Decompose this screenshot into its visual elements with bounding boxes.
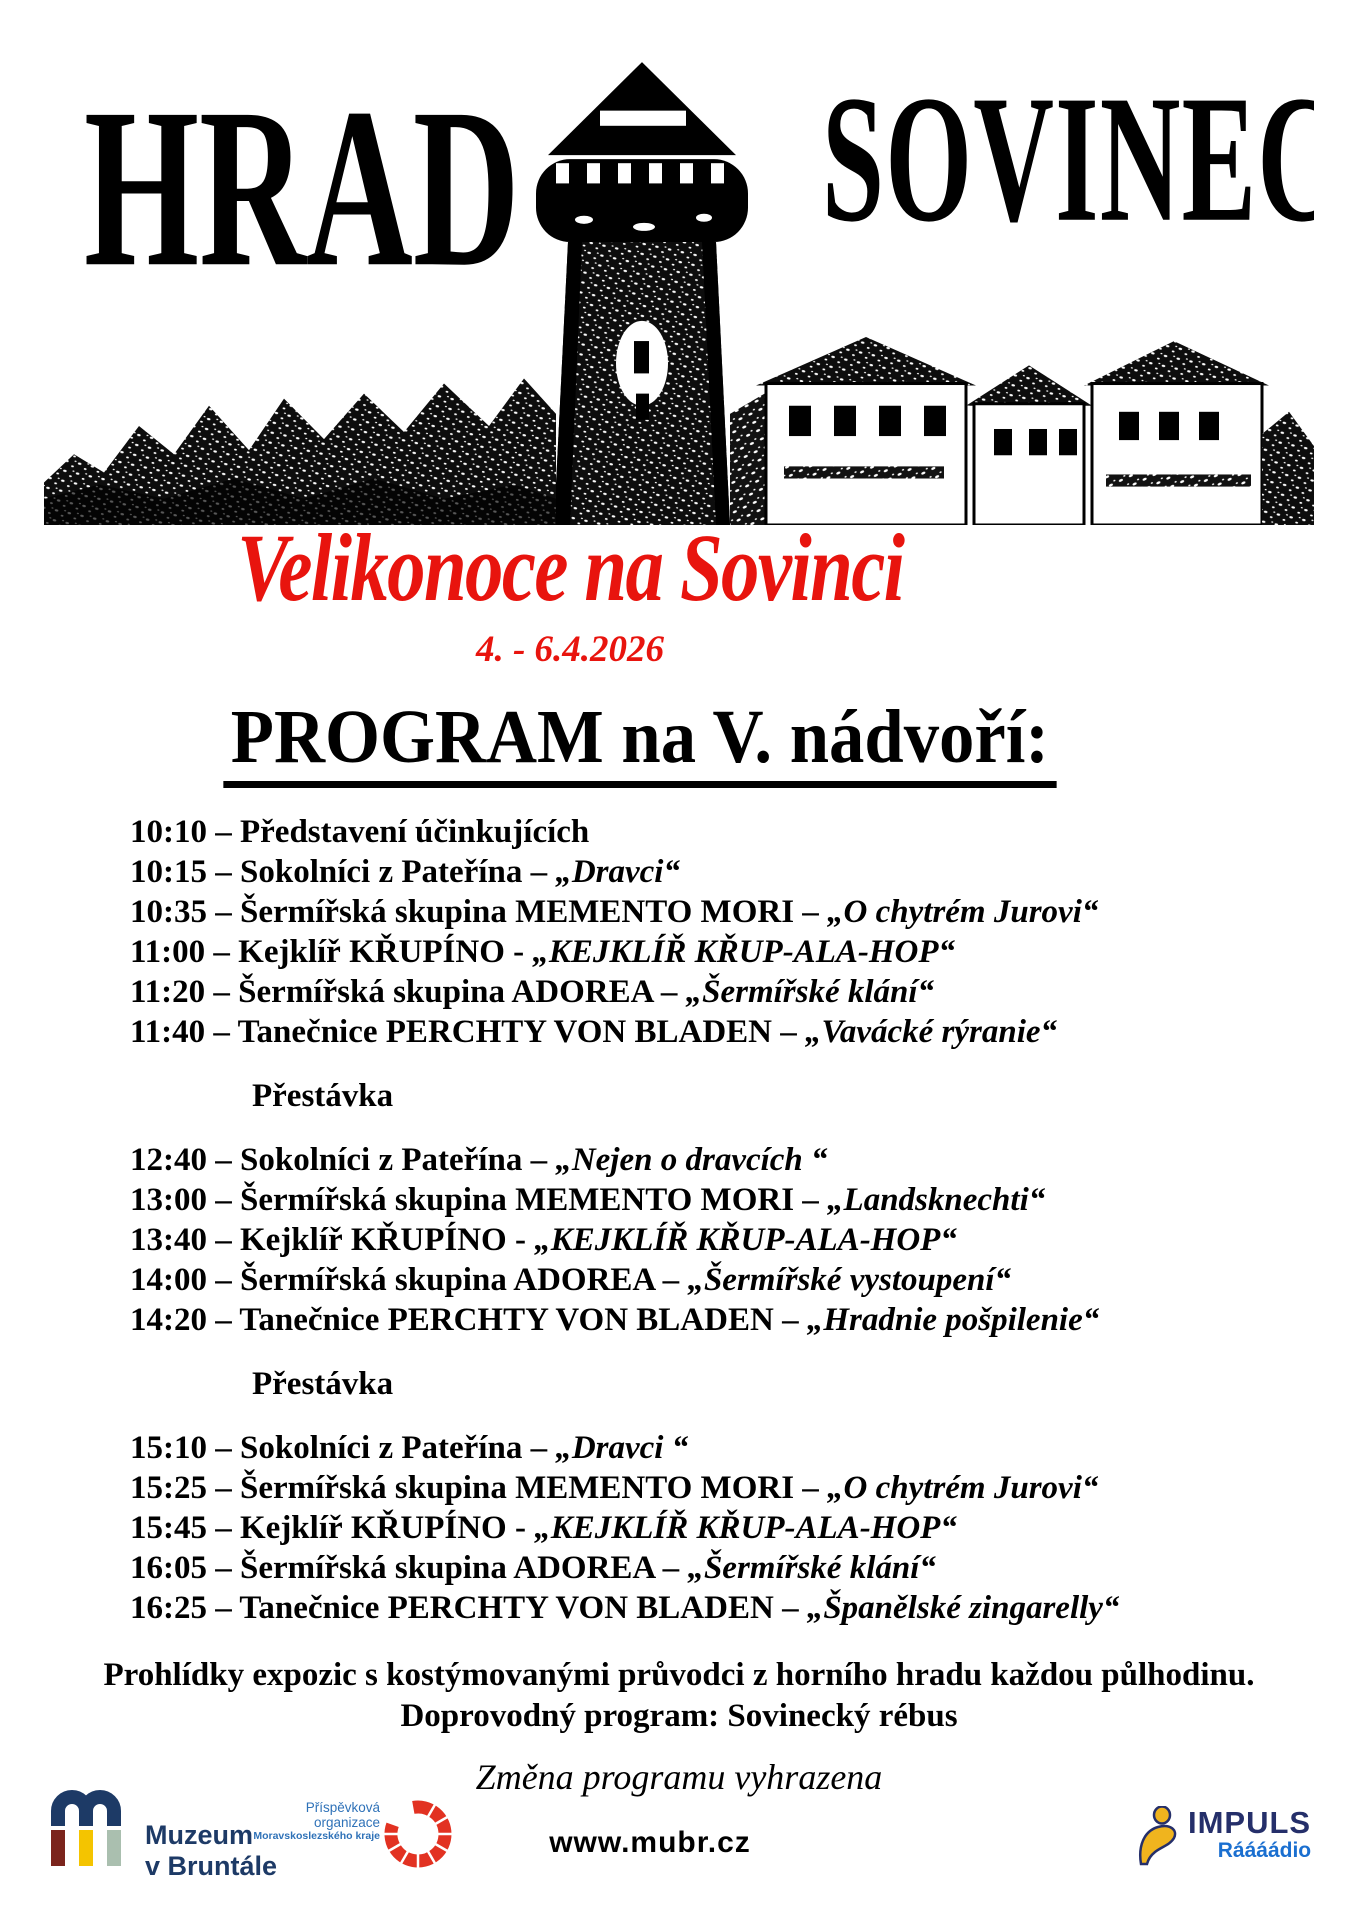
sovinec-wordmark: SOVINEC <box>822 58 1314 260</box>
program-line <box>130 892 1338 932</box>
program-quoted-title: „KEJKLÍŘ KŘUP-ALA-HOP“ <box>534 1510 957 1546</box>
program-quoted-title: „Španělské zingarelly“ <box>806 1590 1120 1626</box>
disclaimer: Změna programu vyhrazena <box>475 1757 883 1797</box>
program-block <box>130 812 1338 1052</box>
program-text: – Kejklíř KŘUPÍNO - <box>207 1222 535 1258</box>
program-line <box>130 1508 1338 1548</box>
program-line <box>130 1220 1338 1260</box>
program-text: – Šermířská skupina ADOREA – <box>207 1262 688 1298</box>
program-text: – Kejklíř KŘUPÍNO - <box>205 934 533 970</box>
org-logo <box>246 1800 454 1872</box>
program-text: – Sokolníci z Pateřína – <box>207 1142 556 1178</box>
impuls-person-icon <box>1136 1806 1182 1868</box>
program-time: 10:15 <box>130 854 207 890</box>
program-text: – Tanečnice PERCHTY VON BLADEN – <box>205 1014 805 1050</box>
program-quoted-title: „O chytrém Jurovi“ <box>827 1470 1099 1506</box>
program-line <box>130 1548 1338 1588</box>
program-time: 15:25 <box>130 1470 207 1506</box>
program-line <box>130 1588 1338 1628</box>
program-time: 15:10 <box>130 1430 207 1466</box>
footer-notes <box>0 1655 1358 1737</box>
program-quoted-title: „Dravci“ <box>555 854 680 890</box>
program-text: – Šermířská skupina ADOREA – <box>205 974 686 1010</box>
hrad-wordmark: HRAD <box>84 61 520 315</box>
program-quoted-title: „Hradnie pošpilenie“ <box>806 1302 1100 1338</box>
org-line2: Moravskoslezského kraje <box>253 1830 380 1842</box>
muzeum-name-line2: v Bruntále <box>145 1851 278 1881</box>
program-quoted-title: „Šermířské klání“ <box>687 1550 936 1586</box>
program-quoted-title: „Nejen o dravcích “ <box>555 1142 828 1178</box>
program-time: 12:40 <box>130 1142 207 1178</box>
program-heading-row <box>0 695 1280 788</box>
program-text: – Šermířská skupina MEMENTO MORI – <box>207 1182 828 1218</box>
program-quoted-title: „O chytrém Jurovi“ <box>827 894 1099 930</box>
note-line-1: Prohlídky expozic s kostýmovanými průvodci z horního hradu každou půlhodinu. <box>103 1657 1255 1693</box>
event-date: 4. - 6.4.2026 <box>475 629 665 670</box>
program-quoted-title: „Vavácké rýranie“ <box>805 1014 1058 1050</box>
program-text: – Šermířská skupina MEMENTO MORI – <box>207 1470 828 1506</box>
program-quoted-title: „Landsknechti“ <box>827 1182 1046 1218</box>
program-line <box>130 852 1338 892</box>
impuls-radio-logo <box>1136 1806 1311 1868</box>
muzeum-m-icon <box>50 1786 130 1870</box>
break-label: Přestávka <box>252 1078 394 1114</box>
muzeum-name-line1: Muzeum <box>145 1820 253 1850</box>
program-list <box>130 812 1338 1628</box>
event-title-row <box>0 514 1140 621</box>
program-block <box>130 1140 1338 1340</box>
program-text: – Kejklíř KŘUPÍNO - <box>207 1510 535 1546</box>
program-time: 14:20 <box>130 1302 207 1338</box>
event-date-row <box>0 628 1140 671</box>
program-time: 16:05 <box>130 1550 207 1586</box>
program-quoted-title: „Dravci “ <box>555 1430 689 1466</box>
program-heading: PROGRAM na V. nádvoří: <box>223 698 1056 788</box>
program-text: – Šermířská skupina MEMENTO MORI – <box>207 894 828 930</box>
program-time: 11:00 <box>130 934 206 970</box>
program-time: 13:40 <box>130 1222 207 1258</box>
program-line <box>130 1140 1338 1180</box>
program-line <box>130 1428 1338 1468</box>
program-text: – Sokolníci z Pateřína – <box>207 854 556 890</box>
program-time: 13:00 <box>130 1182 207 1218</box>
program-line <box>130 1300 1338 1340</box>
impuls-sub: Ráááádio <box>1217 1839 1312 1862</box>
muzeum-bruntal-logo <box>50 1786 277 1882</box>
program-quoted-title: „KEJKLÍŘ KŘUP-ALA-HOP“ <box>532 934 956 970</box>
castle-buildings <box>730 337 1314 525</box>
program-line <box>130 932 1338 972</box>
program-time: 16:25 <box>130 1590 207 1626</box>
program-time: 14:00 <box>130 1262 207 1298</box>
program-quoted-title: „KEJKLÍŘ KŘUP-ALA-HOP“ <box>534 1222 957 1258</box>
castle-illustration-icon <box>44 50 1314 525</box>
program-text: – Tanečnice PERCHTY VON BLADEN – <box>207 1590 807 1626</box>
break-label: Přestávka <box>252 1366 394 1402</box>
program-line <box>130 972 1338 1012</box>
program-time: 10:10 <box>130 814 207 850</box>
program-line <box>130 1012 1338 1052</box>
program-text: – Představení účinkujících <box>207 814 590 850</box>
org-line1: Příspěvková organizace <box>305 1800 380 1830</box>
event-title: Velikonoce na Sovinci <box>236 514 904 621</box>
program-time: 11:20 <box>130 974 206 1010</box>
castle-header <box>44 50 1314 525</box>
program-time: 10:35 <box>130 894 207 930</box>
castle-tower <box>536 62 748 525</box>
program-text: – Šermířská skupina ADOREA – <box>207 1550 688 1586</box>
program-line <box>130 812 1338 852</box>
note-line-2: Doprovodný program: Sovinecký rébus <box>400 1698 958 1734</box>
program-text: – Tanečnice PERCHTY VON BLADEN – <box>207 1302 807 1338</box>
org-ring-icon <box>382 1792 454 1872</box>
program-quoted-title: „Šermířské klání“ <box>685 974 935 1010</box>
program-quoted-title: „Šermířské vystoupení“ <box>687 1262 1012 1298</box>
website-url: www.mubr.cz <box>549 1826 751 1859</box>
program-time: 15:45 <box>130 1510 207 1546</box>
program-block <box>130 1428 1338 1628</box>
program-text: – Sokolníci z Pateřína – <box>207 1430 556 1466</box>
program-time: 11:40 <box>130 1014 206 1050</box>
impuls-name: IMPULS <box>1188 1805 1312 1840</box>
program-line <box>130 1468 1338 1508</box>
program-line <box>130 1180 1338 1220</box>
program-line <box>130 1260 1338 1300</box>
